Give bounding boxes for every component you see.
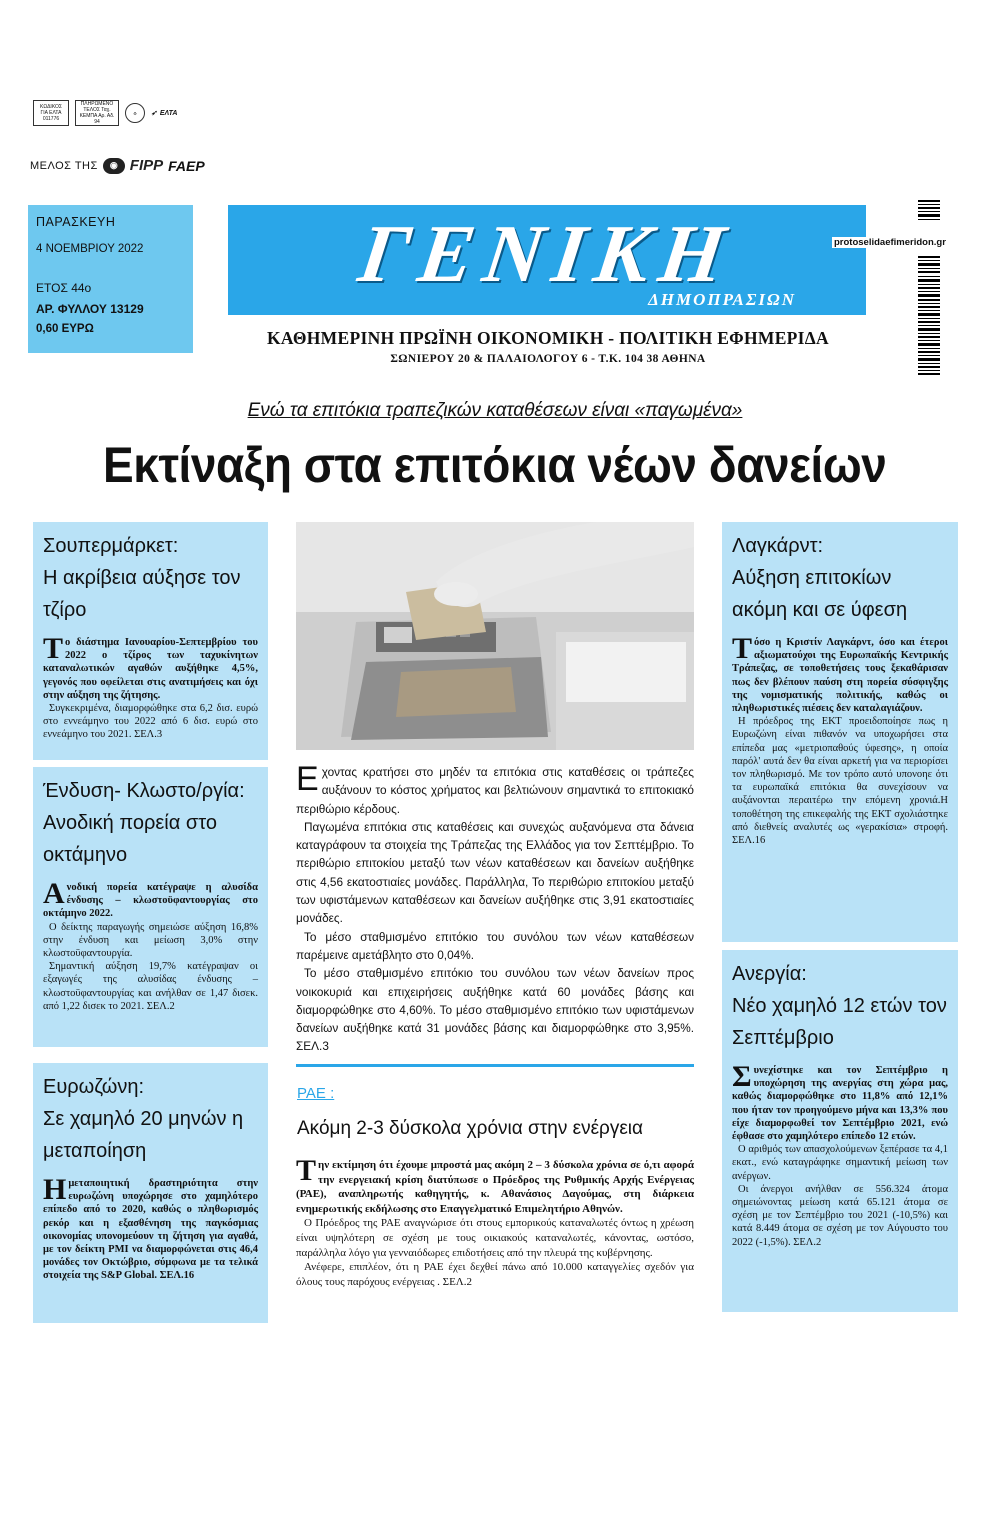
member-line xyxy=(30,157,205,174)
sidebar-article-unemployment xyxy=(722,950,958,1312)
article-body: Ο δείκτης παραγωγής σημειώσε αύξηση 16,8% στην ένδυση και μείωση 3,0% στην κλωστοϋφαντουργία. xyxy=(43,921,258,960)
bird-icon: ➶ xyxy=(151,110,157,117)
fipp-logo-icon: ◉ xyxy=(103,158,125,174)
main-article-paragraph xyxy=(296,760,694,818)
main-article-paragraph: Το μέσο σταθμισμένο επιτόκιο του συνόλου των νέων καταθέσεων παρέμεινε αμετάβλητο στο 0,04%. xyxy=(296,929,694,962)
drop-cap: Α xyxy=(43,877,65,910)
article-lead-text: όσο η Κριστίν Λαγκάρντ, όσο και έτεροι αξιωματούχοι της Ευρωπαϊκής Κεντρικής Τράπεζας, σε τοποθετήσεις τους ξεκαθάρισαν πως δεν βλέπουν παύση στη πορεία σύσφιγξης της νομισματικής πολιτικής, καθώς οι πληθωριστικές πιέσεις δεν καταλαγιάζουν. xyxy=(732,637,948,715)
article-lead-text: υνεχίστηκε και τον Σεπτέμβριο η υποχώρηση της ανεργίας στη χώρα μας, καθώς διαμορφώθηκε στο 11,8% από 12,1% που ήταν τον προηγούμενο μήνα και 13,3% που είχε διαμορφωθεί τον Σεπτέμβριο 2021, ενώ έφθασε στο χαμηλότερο επίπεδο 12 ετών. xyxy=(732,1065,948,1143)
section-divider xyxy=(296,1064,694,1067)
article-body: Οι άνεργοι ανήλθαν σε 556.324 άτομα σημειώνοντας μείωση κατά 65.121 άτομα σε σχέση με τον Σεπτέμβριο του 2021 (-10,5%) και κατά 8.449 άτομα σε σχέση με τον Αύγουστο του 2022 (-1,5%). ΣΕΛ.2 xyxy=(732,1183,948,1248)
article-lead-text: νοδική πορεία κατέγραψε η αλυσίδα ένδυσης – κλωστοϋφαντουργίας στο οκτάμηνο 2022. xyxy=(43,882,258,920)
drop-cap: Ε xyxy=(296,760,319,798)
issue-number: ΑΡ. ΦΥΛΛΟΥ 13129 xyxy=(36,302,144,316)
main-kicker: Ενώ τα επιτόκια τραπεζικών καταθέσεων είναι «παγωμένα» xyxy=(247,400,743,421)
article-title: Σουπερμάρκετ: xyxy=(43,535,179,557)
article-subtitle: Νέο χαμηλό 12 ετών τον Σεπτέμβριο xyxy=(732,995,947,1049)
sidebar-article-supermarket xyxy=(33,522,268,760)
barcode-icon xyxy=(918,200,940,375)
issue-year: ΕΤΟΣ 44ο xyxy=(36,281,92,295)
issue-price: 0,60 ΕΥΡΩ xyxy=(36,323,94,335)
article-lead xyxy=(43,632,258,702)
issue-day: ΠΑΡΑΣΚΕΥΗ xyxy=(36,215,116,229)
newspaper-tagline: ΚΑΘΗΜΕΡΙΝΗ ΠΡΩΪΝΗ ΟΙΚΟΝΟΜΙΚΗ - ΠΟΛΙΤΙΚΗ ΕΦΗΜΕΡΙΔΑ xyxy=(267,328,829,348)
drop-cap: Η xyxy=(43,1173,67,1206)
main-article-paragraph: Το μέσο σταθμισμένο επιτόκιο του συνόλου των νέων δανείων προς νοικοκυριά και επιχειρήσεις αυξήθηκε κατά 60 μονάδες βάσης και διαμορφώθηκε στο 4,60%. Το μέσο σταθμισμένο επιτόκιο των υφιστάμενων δανείων αυξήθηκε κατά 31 μονάδες βάσης και διαμορφώθηκε στο 3,95%. ΣΕΛ.3 xyxy=(296,966,694,1054)
article-subtitle: Αύξηση επιτοκίων ακόμη και σε ύφεση xyxy=(732,567,908,621)
drop-cap: Τ xyxy=(43,632,64,665)
issue-date: 4 ΝΟΕΜΒΡΙΟΥ 2022 xyxy=(36,243,144,255)
rae-article-paragraph: Ανέφερε, επιπλέον, ότι η ΡΑΕ έχει δεχθεί πάνω από 10.000 καταγγελίες σχεδόν για όλους τους παρόχους ενέργειας . ΣΕΛ.2 xyxy=(296,1261,694,1288)
rae-article-lead xyxy=(296,1154,694,1216)
article-lead xyxy=(732,632,948,715)
article-title: Λαγκάρντ: xyxy=(732,535,824,557)
masthead xyxy=(228,205,866,315)
newspaper-address: ΣΩΝΙΕΡΟΥ 20 & ΠΑΛΑΙΟΛΟΓΟΥ 6 - Τ.Κ. 104 38 ΑΘΗΝΑ xyxy=(390,353,706,365)
fipp-label: FIPP xyxy=(129,157,164,174)
article-subtitle: Ανοδική πορεία στο οκτάμηνο xyxy=(43,812,217,866)
money-counter-photo xyxy=(296,522,694,750)
article-body: Συγκεκριμένα, διαμορφώθηκε στα 6,2 δισ. ευρώ στο εννεάμηνο του 2022 από 6 δισ. ευρώ στο εννεάμηνο του 2021. ΣΕΛ.3 xyxy=(43,703,258,741)
main-article-paragraph: Παγωμένα επιτόκια στις καταθέσεις και συνεχώς αυξανόμενα στα δάνεια καταγράφουν τα στοιχεία της Τράπεζας της Ελλάδος για τον Σεπτέμβριο. Το περιθώριο επιτοκίου μεταξύ των νέων καταθέσεων και δανείων αυξήθηκε στις 4,56 εκατοστιαίες μονάδες. Παράλληλα, Το περιθώριο επιτοκίου μεταξύ των υφιστάμενων καταθέσεων και δανείων αυξήθηκε στις 3,91 εκατοστιαίες μονάδες. xyxy=(296,819,694,926)
member-label: ΜΕΛΟΣ ΤΗΣ xyxy=(30,159,98,172)
article-lead xyxy=(732,1060,948,1143)
rae-article xyxy=(296,1154,694,1289)
rae-article-title: Ακόμη 2-3 δύσκολα χρόνια στην ενέργεια xyxy=(297,1118,644,1139)
article-body: Ο αριθμός των απασχολούμενων ξεπέρασε τα 4,1 εκατ., ενώ καταγράφηκε σημαντική μείωση των ανέργων. xyxy=(732,1144,948,1182)
article-title: Ανεργία: xyxy=(732,963,807,985)
elta-label: ΕΛΤΑ xyxy=(159,109,178,117)
article-lead xyxy=(43,1173,258,1283)
faep-label: FAEP xyxy=(168,157,205,174)
article-lead-text: μεταποιητική δραστηριότητα στην ευρωζώνη υποχώρησε στο χαμηλότερο επίπεδο από το 2020, καθώς ο πληθωρισμός ρεκόρ και η εξασθένηση της παγκόσμιας οικονομίας υπονομεύουν τη ζήτηση για αγαθά, με τον δείκτη PMI να διαμορφώνεται στις 46,4 μονάδες τον Οκτώβριο, σύμφωνα με τα τελικά στοιχεία της S&P Global. ΣΕΛ.16 xyxy=(43,1178,258,1282)
postal-paid-box: ΠΛΗΡΩΜΕΝΟ ΤΕΛΟΣ Ταχ. ΚΕΜΠΑ Αρ. Αδ. 94 xyxy=(75,100,119,126)
postal-code-box: ΚΩΔΙΚΟΣ ΓΙΑ ΕΛΤΑ 011776 xyxy=(33,100,69,126)
sidebar-article-eurozone xyxy=(33,1063,268,1323)
newspaper-subtitle: ΔΗΜΟΠΡΑΣΙΩΝ xyxy=(648,290,796,309)
article-title: Ευρωζώνη: xyxy=(43,1076,145,1098)
article-body: Σημαντική αύξηση 19,7% κατέγραψαν οι εξαγωγές της αλυσίδας ένδυσης – κλωστοϋφαντουργίας και ανήλθαν σε 1,47 δισεκ. από 1,22 δισεκ το 2021. ΣΕΛ.2 xyxy=(43,961,258,1012)
drop-cap: Σ xyxy=(732,1060,752,1093)
article-lead xyxy=(43,877,258,921)
rae-article-lead-text: ην εκτίμηση ότι έχουμε μπροστά μας ακόμη 2 – 3 δύσκολα χρόνια σε ό,τι αφορά την ενεργειακή κρίση διατύπωσε ο Πρόεδρος της Ρυθμικής Αρχής Ενέργειας (ΡΑΕ), αναπληρωτής καθηγητής, κ. Αθανάσιος Δαγούμας, στη διάρκεια ενημερωτικής εκδήλωσης στο Επαγγελματικό Επιμελητήριο Αθηνών. xyxy=(296,1159,694,1215)
sidebar-article-clothing xyxy=(33,767,268,1047)
seal-icon: ⚙ xyxy=(125,103,145,123)
article-subtitle: Σε χαμηλό 20 μηνών η μεταποίηση xyxy=(43,1108,244,1162)
article-lead-text: ο διάστημα Ιανουαρίου-Σεπτεμβρίου του 2022 ο τζίρος των ταχυκίνητων καταναλωτικών αγαθών αυξήθηκε 4,5%, γεγονός που οφείλεται στις ανατιμήσεις και όχι στην αύξηση της ζήτησης. xyxy=(43,637,258,701)
article-body: Η πρόεδρος της ΕΚΤ προειδοποίησε πως η Ευρωζώνη είναι πιθανόν να υποχωρήσει στα επίπεδα μας «μετριοπαθούς ύφεσης», η οποία παρόλ' αυτά δεν θα είναι αρκετή για να περιορίσει τον πληθωρισμό. Με τον τρόπο αυτό υπονοηε ότι τα ευρωπαϊκά επιτόκια θα συνεχίσουν να αυξάνονται περαιτέρω την επόμενη χρονιά.Η τοποθέτηση της επικεφαλής της ΕΚΤ σχολιάστηκε από διεθνείς αναλυτές ως «γερακίσια» στροφή. ΣΕΛ.16 xyxy=(732,716,948,847)
drop-cap: Τ xyxy=(732,632,753,665)
main-headline-text: Εκτίναξη στα επιτόκια νέων δανείων xyxy=(103,437,887,493)
website-watermark: protoselidaefimeridon.gr xyxy=(834,237,946,248)
sidebar-article-lagarde xyxy=(722,522,958,942)
postal-marks xyxy=(33,100,177,126)
rae-article-paragraph: Ο Πρόεδρος της ΡΑΕ αναγνώρισε ότι στους εμπορικούς καταναλωτές όντως η χρέωση είναι υψηλότερη σε σχέση με τους οικιακούς καταναλωτές, κάνοντας, ωστόσο, παράλληλα λόγο για γενναιόδωρες επιδοτήσεις από την πλευρά της κυβέρνησης. xyxy=(296,1217,694,1259)
main-article xyxy=(296,760,694,1056)
main-article-text: χοντας κρατήσει στο μηδέν τα επιτόκια στις καταθέσεις οι τράπεζες αυξάνουν το κόστος χρήματος και βελτιώνουν σημαντικά το επιτοκιακό περιθώριο κέρδους. xyxy=(296,765,694,816)
main-headline xyxy=(0,436,990,494)
article-subtitle: Η ακρίβεια αύξησε τον τζίρο xyxy=(43,567,241,621)
drop-cap: Τ xyxy=(296,1154,317,1187)
rae-section-label: ΡΑΕ : xyxy=(297,1085,335,1102)
article-title: Ένδυση- Κλωστο/ργία: xyxy=(43,780,245,802)
newspaper-title: ΓΕΝΙΚΗ xyxy=(353,208,741,299)
issue-info-box xyxy=(28,205,193,353)
elta-logo xyxy=(151,109,177,117)
